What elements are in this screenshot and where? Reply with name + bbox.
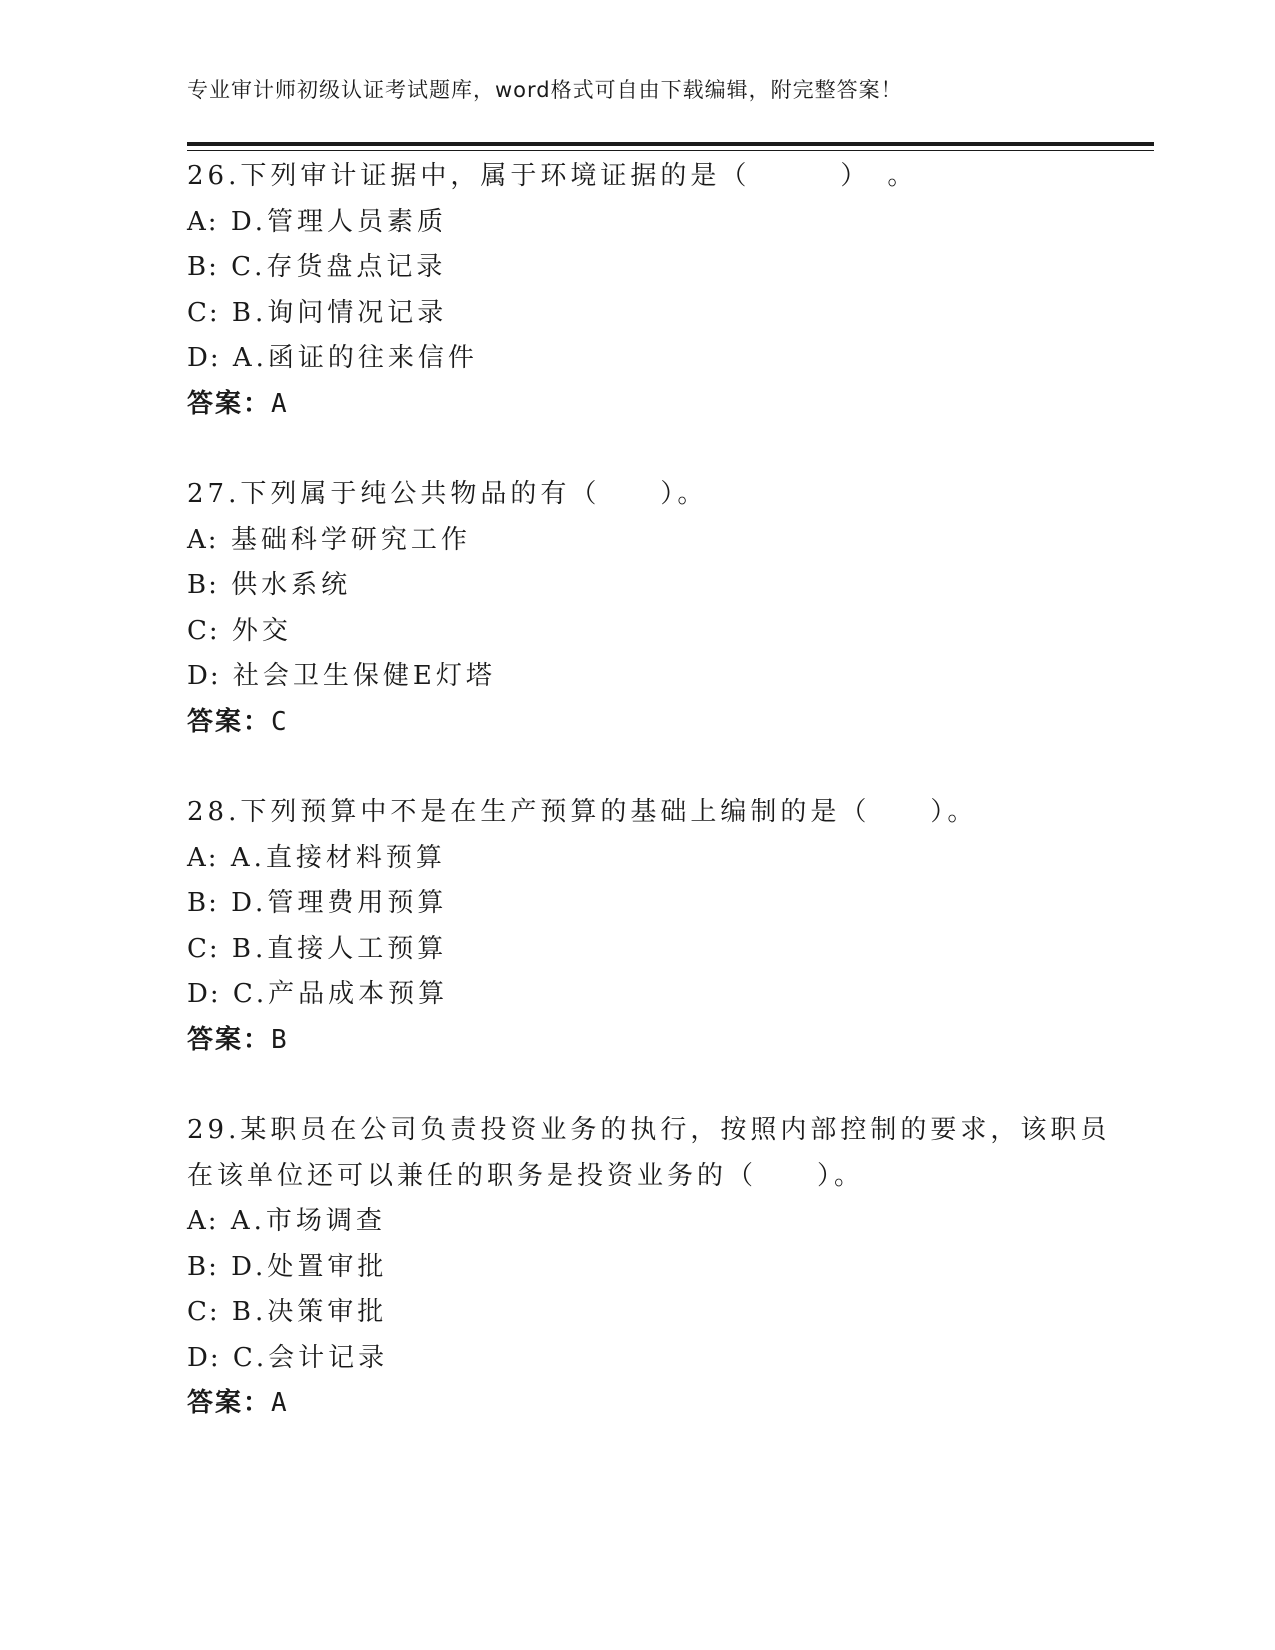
question-stem-continued: 在该单位还可以兼任的职务是投资业务的（ ）。 — [187, 1160, 865, 1191]
option-text: C.会计记录 — [232, 1342, 389, 1373]
option-b — [187, 245, 1147, 291]
answer-line — [187, 1018, 1147, 1064]
option-c — [187, 291, 1147, 337]
option-d — [187, 336, 1147, 382]
question-27 — [187, 472, 1147, 745]
answer-value: A — [271, 1388, 287, 1418]
answer-line — [187, 700, 1147, 746]
option-letter: C: — [187, 1297, 220, 1327]
question-29 — [187, 1108, 1147, 1427]
option-c — [187, 927, 1147, 973]
option-d — [187, 654, 1147, 700]
answer-value: A — [271, 388, 287, 419]
option-a — [187, 1199, 1147, 1245]
question-stem: 27.下列属于纯公共物品的有（ ）。 — [187, 479, 708, 509]
option-d — [187, 1336, 1147, 1382]
option-letter: A: — [187, 1206, 219, 1236]
option-c — [187, 1290, 1147, 1336]
option-text: A.函证的往来信件 — [232, 343, 478, 373]
option-a — [187, 200, 1147, 246]
option-letter: D: — [187, 661, 221, 691]
option-text: B.决策审批 — [231, 1297, 388, 1327]
option-letter: D: — [187, 1342, 221, 1373]
option-text: D.管理费用预算 — [231, 888, 448, 918]
option-text: C.存货盘点记录 — [231, 252, 447, 282]
option-text: D.管理人员素质 — [230, 206, 447, 237]
option-a — [187, 836, 1147, 882]
option-letter: C: — [187, 615, 220, 646]
answer-value: B — [271, 1024, 287, 1055]
option-a — [187, 518, 1147, 564]
option-text: B.询问情况记录 — [231, 297, 448, 328]
option-text: 基础科学研究工作 — [230, 524, 471, 555]
option-text: 供水系统 — [231, 570, 352, 600]
option-d — [187, 972, 1147, 1018]
option-letter: B: — [187, 570, 219, 600]
option-text: D.处置审批 — [231, 1251, 388, 1282]
question-28 — [187, 790, 1147, 1063]
option-text: 社会卫生保健E灯塔 — [232, 661, 496, 691]
question-stem: 28.下列预算中不是在生产预算的基础上编制的是（ ）。 — [187, 797, 978, 827]
option-b — [187, 881, 1147, 927]
option-letter: B: — [187, 888, 219, 918]
page-header: 专业审计师初级认证考试题库，word格式可自由下载编辑，附完整答案！ — [187, 78, 903, 102]
option-text: C.产品成本预算 — [232, 979, 449, 1009]
option-b — [187, 1245, 1147, 1291]
option-letter: A: — [187, 524, 219, 555]
answer-label: 答案： — [187, 706, 272, 737]
option-text: A.市场调查 — [230, 1206, 386, 1236]
question-26 — [187, 154, 1147, 427]
answer-label: 答案： — [187, 1024, 272, 1055]
option-letter: B: — [187, 1251, 219, 1282]
option-letter: D: — [187, 343, 221, 373]
question-stem: 29.某职员在公司负责投资业务的执行，按照内部控制的要求，该职员 — [187, 1115, 1111, 1145]
answer-label: 答案： — [187, 388, 272, 419]
option-text: A.直接材料预算 — [230, 842, 446, 873]
option-text: B.直接人工预算 — [231, 933, 448, 964]
header-rule-thin — [187, 150, 1154, 151]
option-b — [187, 563, 1147, 609]
option-letter: A: — [187, 206, 219, 237]
question-list — [187, 154, 1147, 1472]
option-letter: C: — [187, 933, 220, 964]
option-letter: A: — [187, 842, 219, 873]
option-letter: C: — [187, 297, 220, 328]
answer-label: 答案： — [187, 1388, 272, 1418]
answer-value: C — [271, 706, 287, 737]
option-text: 外交 — [231, 615, 292, 646]
option-letter: D: — [187, 979, 221, 1009]
answer-line — [187, 382, 1147, 428]
header-rule-thick — [187, 142, 1154, 146]
option-letter: B: — [187, 252, 219, 282]
answer-line — [187, 1381, 1147, 1427]
question-stem: 26.下列审计证据中，属于环境证据的是（ ） 。 — [187, 161, 918, 191]
option-c — [187, 609, 1147, 655]
